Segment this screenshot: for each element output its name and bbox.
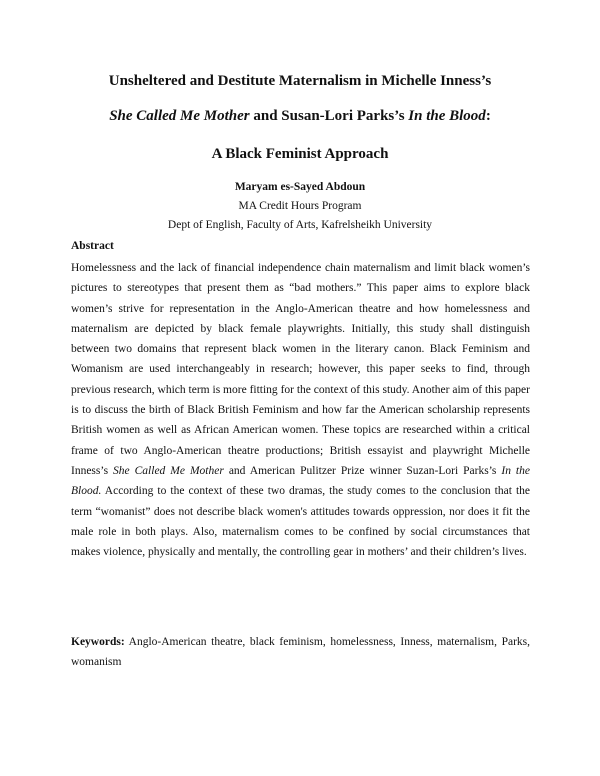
keywords-label: Keywords: [71,636,125,648]
abstract-text-3: According to the context of these two dramas, the study comes to the conclusion that the term “womanist” does not describe black women's attitudes towards oppression, nor does it fit the male role in both plays. Also, maternalism comes to be confined by social circumstances that makes violence, physically and mentally, the controlling gear in mothers’ and their children’s lives. [71,485,530,559]
title-line-2-mid: and Susan-Lori Parks’s [249,108,409,124]
abstract-body [71,258,530,562]
abstract-play-2: In the Blood. [71,464,530,498]
author-affiliation: Dept of English, Faculty of Arts, Kafrelsheikh University [167,219,433,231]
title-play-1: She Called Me Mother [109,108,250,124]
abstract-text-1: Homelessness and the lack of financial independence chain maternalism and limit black women’s pictures to stereotypes that present them as “bad mothers.” This paper aims to explore black women’s strive for representation in the Anglo-American theatre and how homelessness and maternalism are depicted by black female playwrights. Initially, this study shall distinguish between two domains that represent black women in the literary canon. Black Feminism and Womanism are used interchangeably in research; however, this paper seeks to find, through previous research, which term is more fitting for the context of this study. Another aim of this paper is to discuss the birth of Black British Feminism and how far the American scholarship represents British women as well as African American women. These topics are researched within a critical frame of two Anglo-American theatre productions; British essayist and playwright Michelle Inness’s [71,262,530,477]
author-program: MA Credit Hours Program [238,200,362,212]
keywords [71,632,530,672]
abstract-heading: Abstract [71,240,114,252]
title-play-2: In the Blood [408,108,486,124]
title-line-3: A Black Feminist Approach [211,146,389,162]
keywords-text: Anglo-American theatre, black feminism, homelessness, Inness, maternalism, Parks, womanism [71,636,530,668]
abstract-play-1: She Called Me Mother [113,464,224,477]
abstract-text-2: and American Pulitzer Prize winner Suzan-Lori Parks’s [223,464,502,477]
title-line-1: Unsheltered and Destitute Maternalism in Michelle Inness’s [108,73,492,89]
title-line-2-end: : [485,108,491,124]
author-name: Maryam es-Sayed Abdoun [234,181,366,193]
title-line-2 [40,107,560,125]
